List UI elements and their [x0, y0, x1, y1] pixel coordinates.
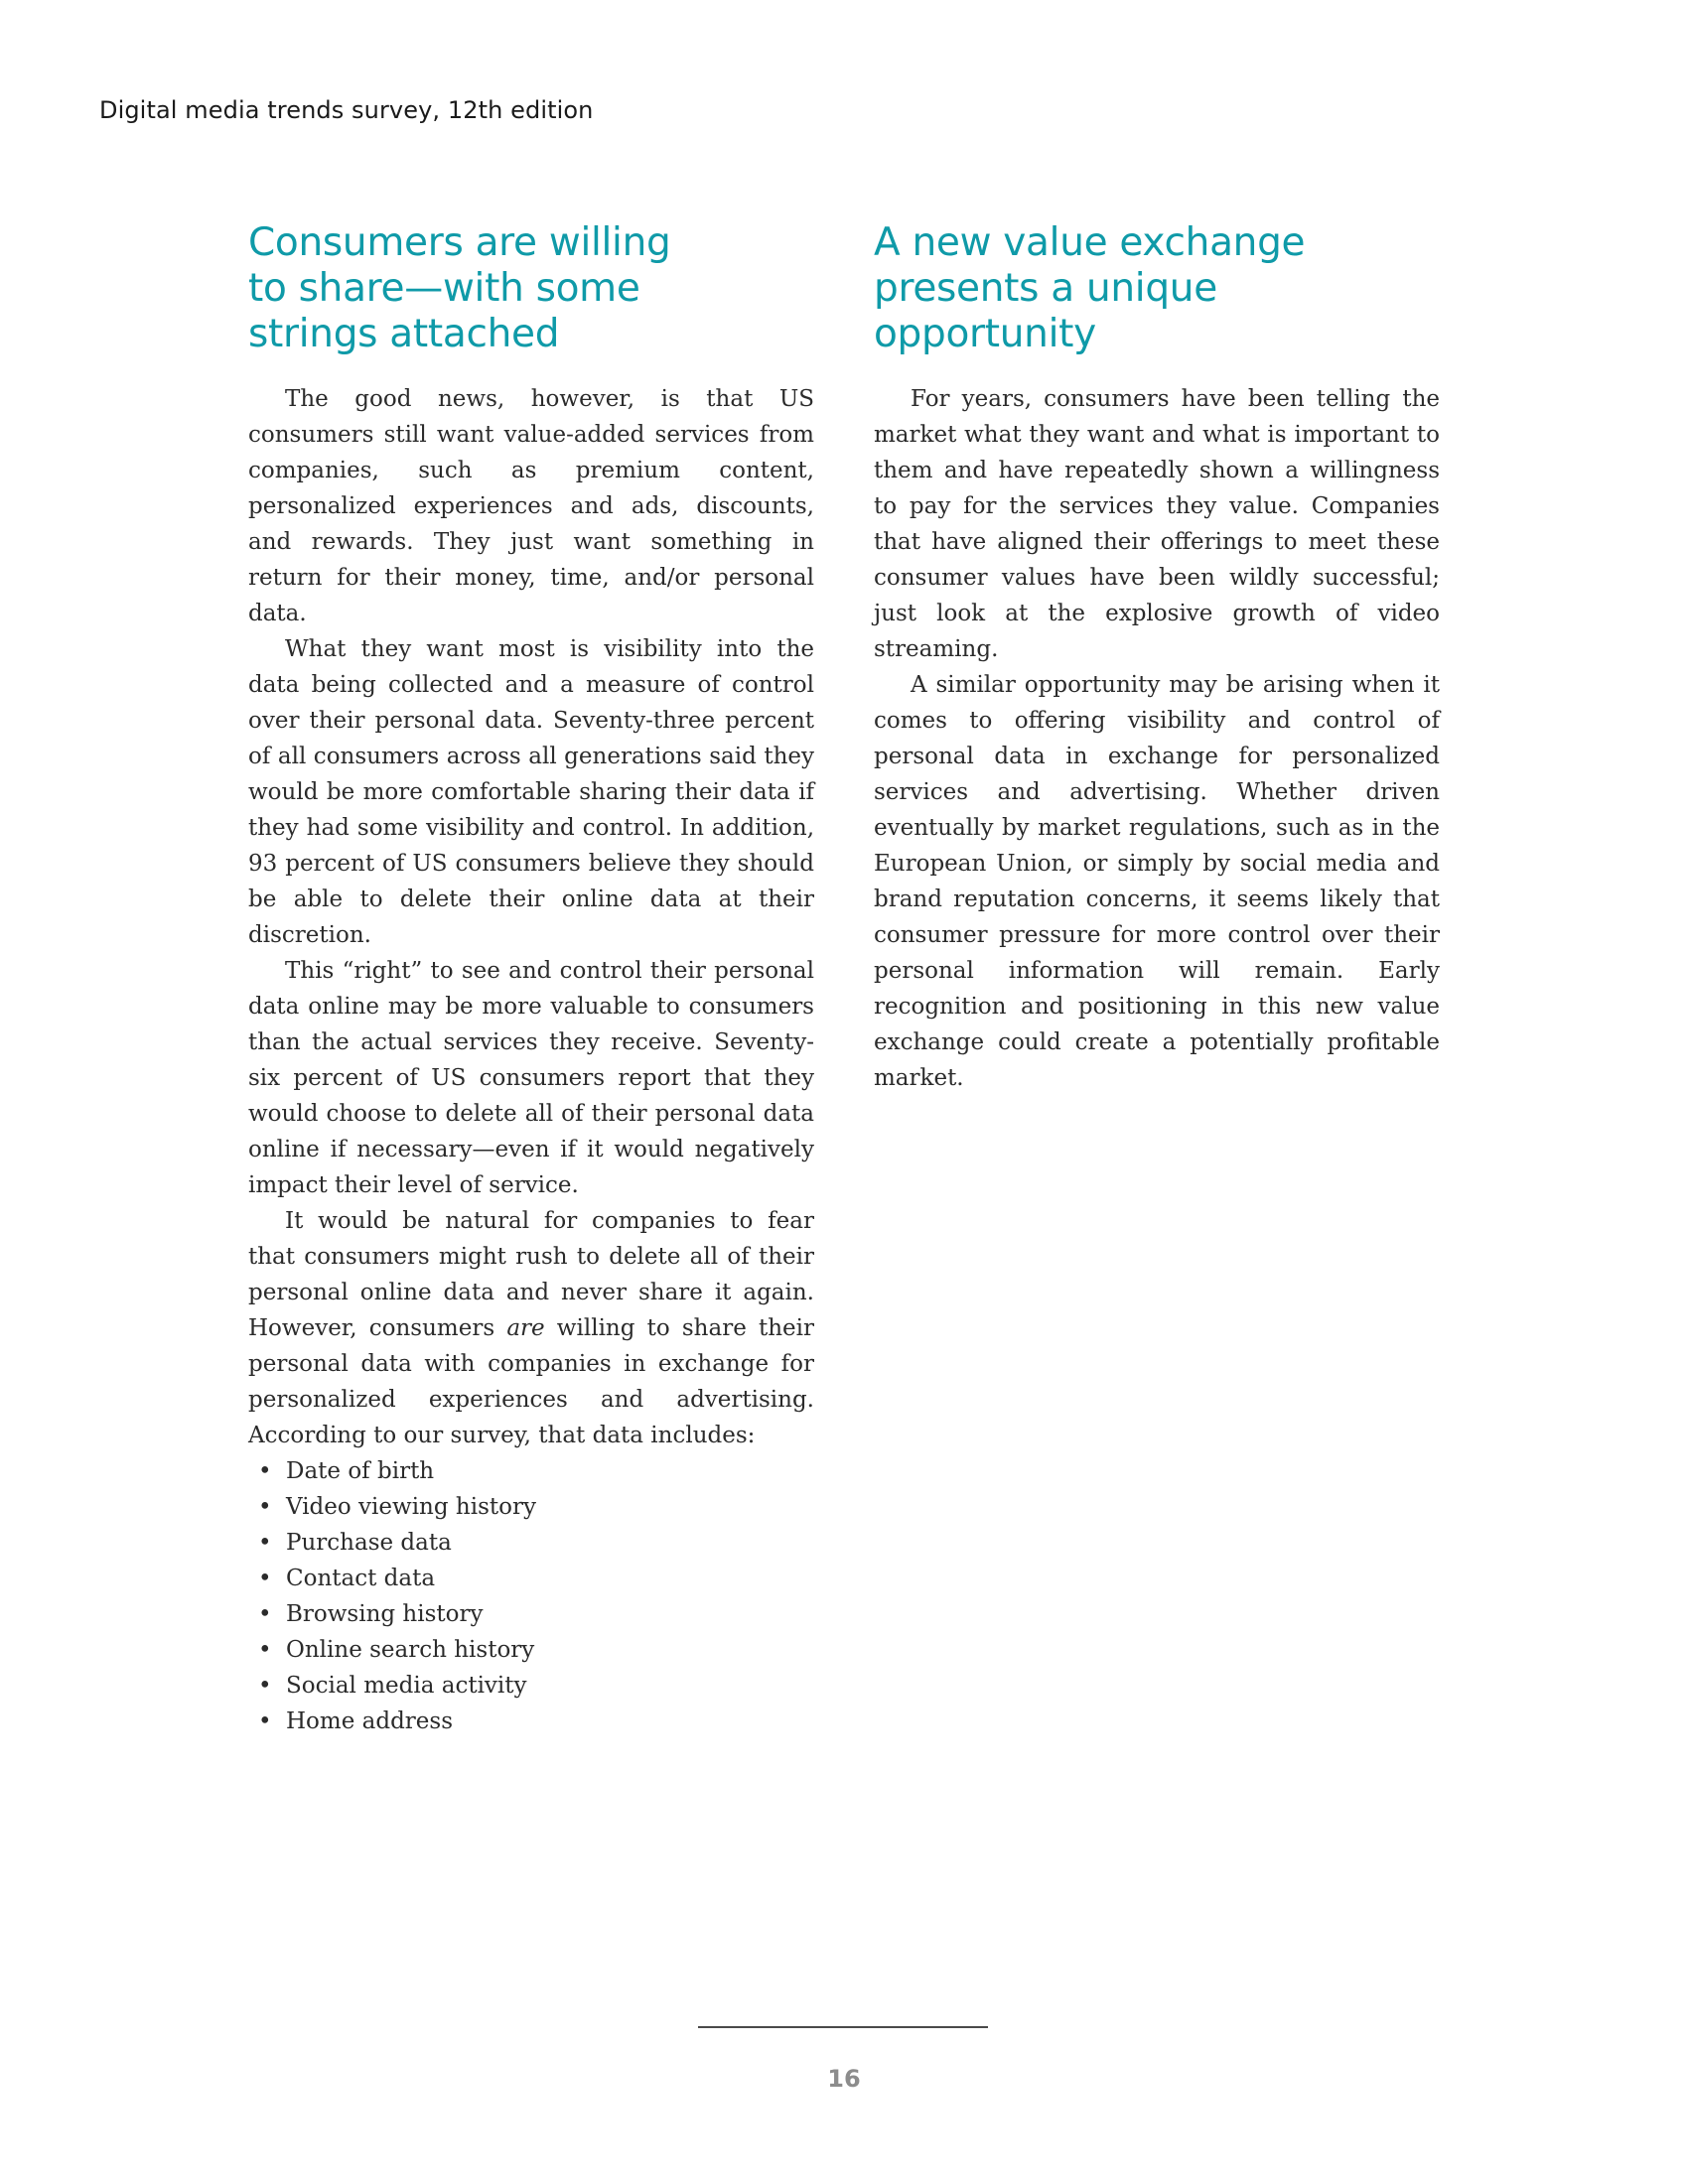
right-section-heading — [874, 220, 1440, 357]
list-item: • Online search history — [248, 1632, 814, 1668]
paragraph-text: willing to share their personal data with companies in exchange for personalized experiences and advertising. According to our survey, that data includes: — [248, 1315, 815, 1448]
list-item: • Social media activity — [248, 1668, 814, 1704]
footer-divider — [698, 2026, 988, 2028]
list-item: • Date of birth — [248, 1453, 814, 1489]
left-section-heading — [248, 220, 814, 357]
list-item: • Contact data — [248, 1561, 814, 1596]
heading-line: presents a unique opportunity — [874, 266, 1217, 356]
body-paragraph: What they want most is visibility into the data being collected and a measure of control over their personal data. Seventy-three percent of all consumers across all generations said they would be more comfortable sharing their data if they had some visibility and control. In addition, 93 percent of US consumers believe they should be able to delete their online data at their discretion. — [248, 636, 814, 948]
list-item: • Browsing history — [248, 1596, 814, 1632]
heading-line: A new value exchange — [874, 220, 1306, 265]
shared-data-list — [248, 1453, 814, 1739]
body-paragraph: A similar opportunity may be arising when it comes to offering visibility and control of personal data in exchange for personalized services and advertising. Whether driven eventually by market regulations, such as in the European Union, or simply by social media and brand reputation concerns, it seems likely that consumer pressure for more control over their personal information will remain. Early recognition and positioning in this new value exchange could create a potentially profitable market. — [874, 672, 1440, 1091]
list-item: • Video viewing history — [248, 1489, 814, 1525]
left-column — [248, 220, 814, 1739]
body-paragraph — [248, 1203, 814, 1453]
heading-line: to share—with some — [248, 266, 640, 311]
body-paragraph: The good news, however, is that US consumers still want value-added services from companies, such as premium content, personalized experiences and ads, discounts, and rewards. They just want something in return for their money, time, and/or personal data. — [248, 386, 814, 626]
right-column — [874, 220, 1440, 1096]
body-paragraph: This “right” to see and control their personal data online may be more valuable to consumers than the actual services they receive. Seventy-six percent of US consumers report that they would choose to delete all of their personal data online if necessary—even if it would negatively impact their level of service. — [248, 958, 814, 1198]
running-header-title: Digital media trends survey, 12th edition — [99, 96, 594, 124]
paragraph-text: It would be natural for companies to fear that consumers might rush to delete all of their personal online data and never share it again. However, consumers — [248, 1208, 814, 1341]
emphasis-text: are — [506, 1315, 545, 1341]
list-item: • Home address — [248, 1704, 814, 1739]
body-paragraph: For years, consumers have been telling the market what they want and what is important to them and have repeatedly shown a willingness to pay for the services they value. Companies that have aligned their offerings to meet these consumer values have been wildly successful; just look at the explosive growth of video streaming. — [874, 386, 1440, 662]
list-item: • Purchase data — [248, 1525, 814, 1561]
page-number: 16 — [827, 2065, 861, 2093]
heading-line: strings attached — [248, 312, 560, 356]
heading-line: Consumers are willing — [248, 220, 671, 265]
